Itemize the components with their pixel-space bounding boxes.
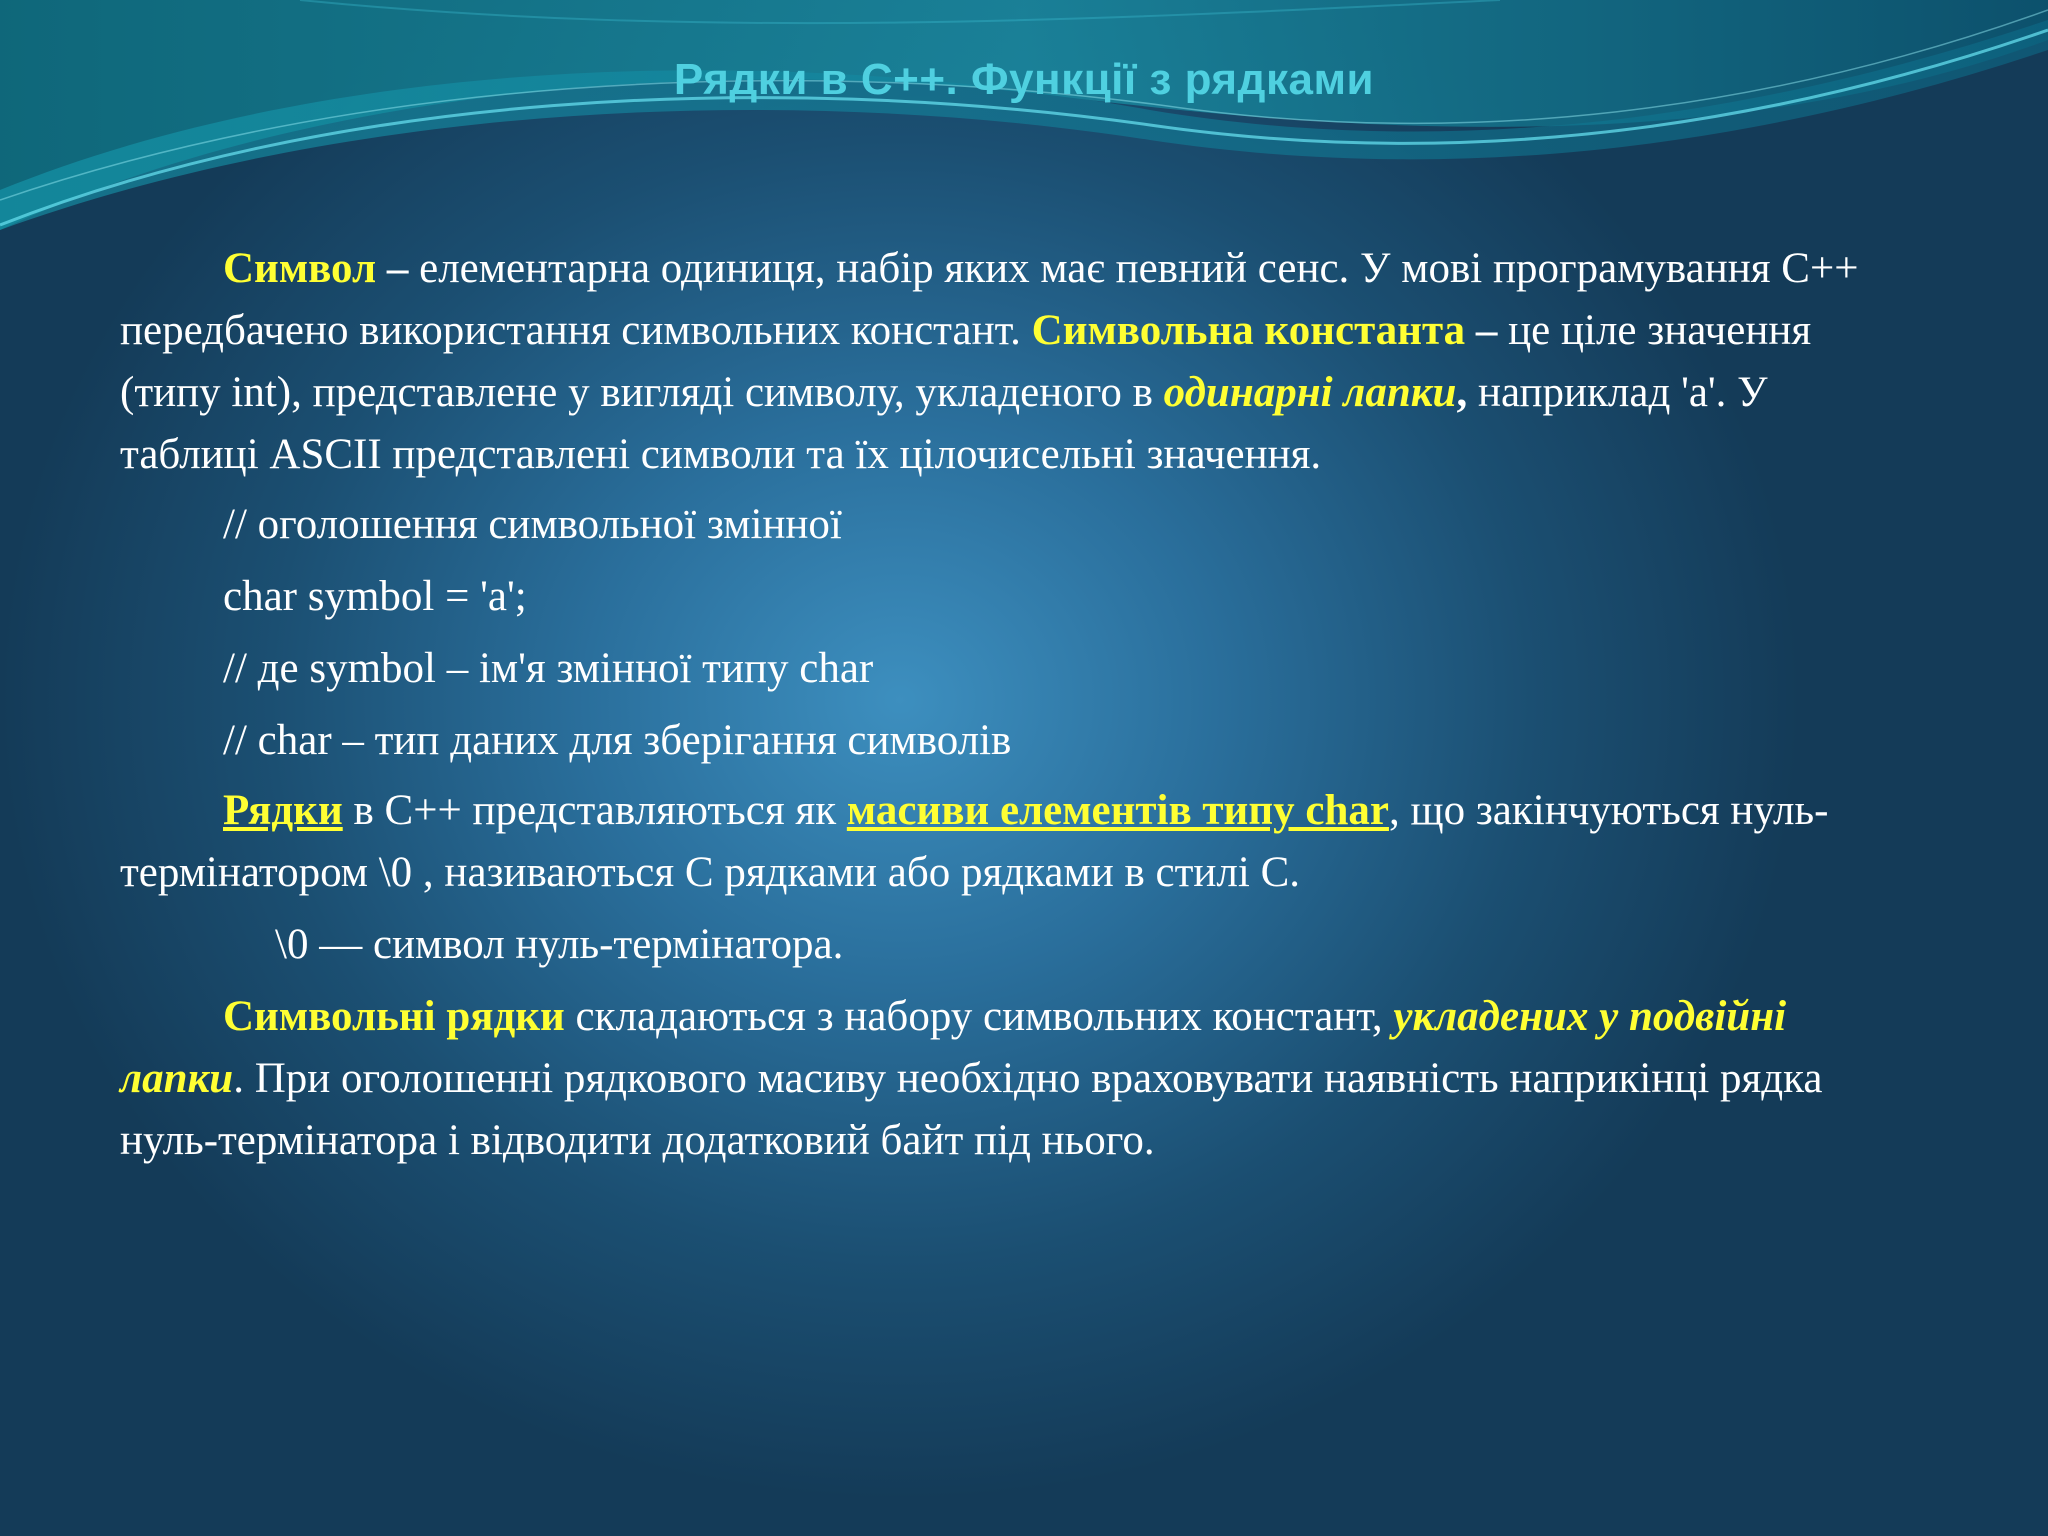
paragraph-character-strings [120, 986, 1880, 1172]
emphasis-double-quotes: укладених у подвійні лапки [120, 993, 1787, 1102]
comma: , [1456, 369, 1468, 416]
text: елементарна одиниця, набір яких має певний сенс. У мові програмування С++ передбачено використання символьних констант. [120, 245, 1859, 354]
text: в С++ представляються як [342, 787, 847, 834]
code-example [120, 494, 1880, 772]
term-symbol-constant: Символьна константа [1031, 307, 1466, 354]
paragraph-null-terminator: \0 — символ нуль-термінатора. [275, 921, 844, 968]
paragraph-strings [120, 780, 1880, 904]
term-character-strings: Символьні рядки [223, 993, 565, 1040]
slide-title: Рядки в С++. Функції з рядками [673, 55, 1375, 104]
code-line-declaration: char symbol = 'a'; [223, 573, 527, 620]
code-line-comment: // де symbol – ім'я змінної типу char [223, 645, 874, 692]
term-strings: Рядки [223, 787, 343, 834]
text: , що закінчуються нуль-термінатором \0 , називаються С рядками або рядками в стилі С. [120, 787, 1829, 896]
term-symbol: Символ [223, 245, 377, 292]
dash: – [376, 245, 420, 292]
emphasis-single-quotes: одинарні лапки [1163, 369, 1457, 416]
dash: – [1465, 307, 1509, 354]
code-line-comment: // оголошення символьної змінної [223, 501, 842, 548]
paragraph-symbol-definition [120, 238, 1880, 486]
text: наприклад 'a'. У таблиці ASCII представлені символи та їх цілочисельні значення. [120, 369, 1768, 478]
term-char-arrays: масиви елементів типу char [846, 787, 1389, 834]
text: . При оголошенні рядкового масиву необхідно враховувати наявність наприкінці рядка нуль-термінатора і відводити додатковий байт під нього. [120, 1055, 1823, 1164]
slide-body [120, 238, 1880, 1172]
header-wave-decoration [0, 0, 2048, 260]
text: це ціле значення (типу int), представлене у вигляді символу, укладеного в [120, 307, 1812, 416]
code-line-comment: // char – тип даних для зберігання символів [223, 717, 1012, 764]
text: складаються з набору символьних констант, [564, 993, 1394, 1040]
